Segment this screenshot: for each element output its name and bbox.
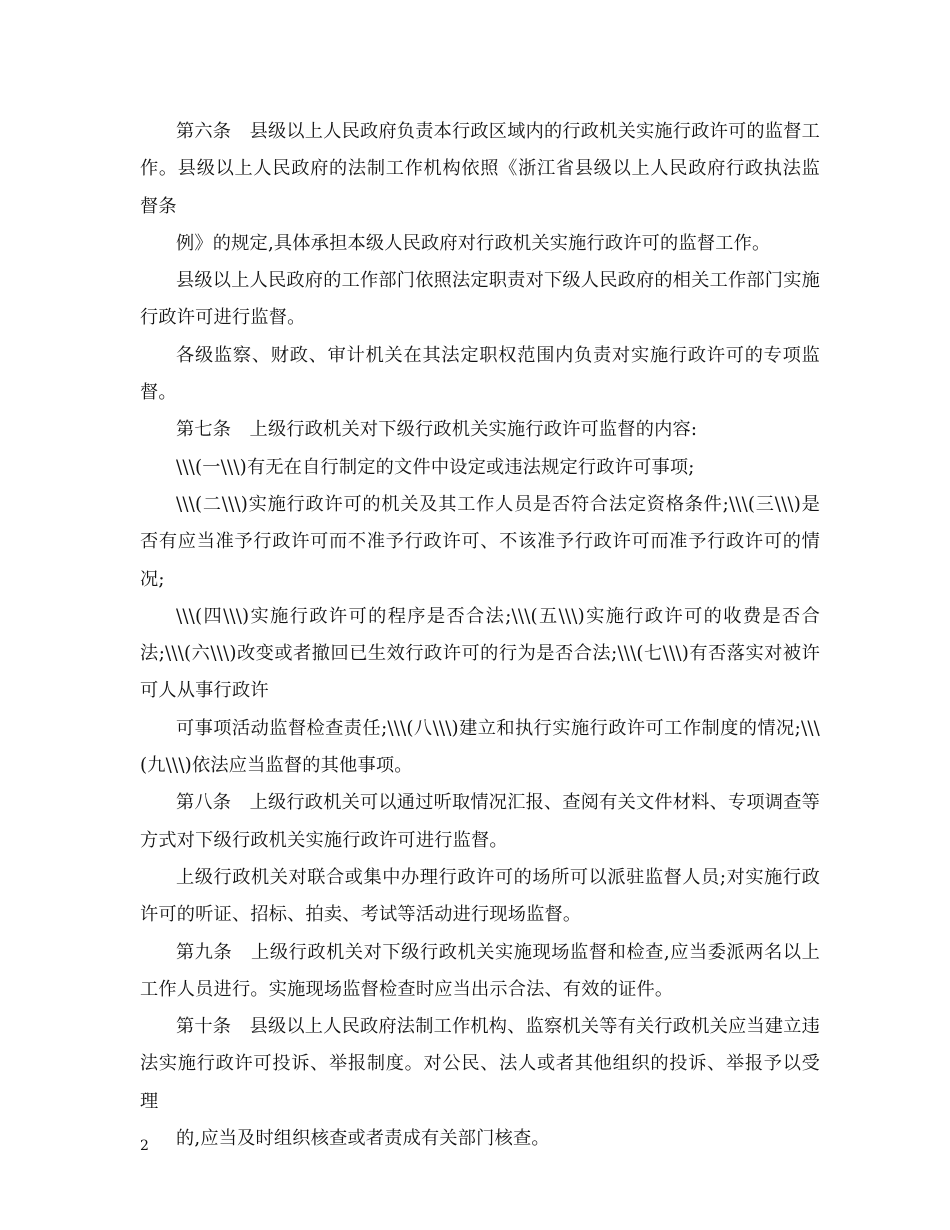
paragraph-supervision-agencies: 各级监察、财政、审计机关在其法定职权范围内负责对实施行政许可的专项监督。 [140, 344, 820, 404]
paragraph-article-6: 第六条 县级以上人民政府负责本行政区域内的行政机关实施行政许可的监督工作。县级以上人民政府的法制工作机构依照《浙江省县级以上人民政府行政执法监督条 [140, 121, 820, 217]
paragraph-on-site-supervision: 上级行政机关对联合或集中办理行政许可的场所可以派驻监督人员;对实施行政许可的听证、招标、拍卖、考试等活动进行现场监督。 [140, 866, 820, 926]
paragraph-items-8-9: 可事项活动监督检查责任;\\\(八\\\)建立和执行实施行政许可工作制度的情况;\\\(九\\\)依法应当监督的其他事项。 [140, 717, 820, 777]
paragraph-article-6-continued: 例》的规定,具体承担本级人民政府对行政机关实施行政许可的监督工作。 [176, 232, 771, 254]
paragraph-government-departments: 县级以上人民政府的工作部门依照法定职责对下级人民政府的相关工作部门实施行政许可进行监督。 [140, 270, 820, 329]
paragraph-article-7: 第七条 上级行政机关对下级行政机关实施行政许可监督的内容: [176, 419, 698, 441]
paragraph-article-9: 第九条 上级行政机关对下级行政机关实施现场监督和检查,应当委派两名以上工作人员进行。实施现场监督检查时应当出示合法、有效的证件。 [140, 941, 820, 1000]
page-number: 2 [140, 1138, 149, 1154]
paragraph-article-10: 第十条 县级以上人民政府法制工作机构、监察机关等有关行政机关应当建立违法实施行政许可投诉、举报制度。对公民、法人或者其他组织的投诉、举报予以受理 [140, 1016, 820, 1112]
paragraph-article-10-continued: 的,应当及时组织核查或者责成有关部门核查。 [176, 1128, 550, 1150]
paragraph-items-2-3: \\\(二\\\)实施行政许可的机关及其工作人员是否符合法定资格条件;\\\(三\\\)是否有应当准予行政许可而不准予行政许可、不该准予行政许可而准予行政许可的情况; [140, 493, 820, 590]
paragraph-items-4-7: \\\(四\\\)实施行政许可的程序是否合法;\\\(五\\\)实施行政许可的收费是否合法;\\\(六\\\)改变或者撤回已生效行政许可的行为是否合法;\\\(七\\\)有否落实对被许可人从事行政许 [140, 605, 820, 702]
paragraph-item-1: \\\(一\\\)有无在自行制定的文件中设定或违法规定行政许可事项; [176, 456, 695, 478]
paragraph-article-8: 第八条 上级行政机关可以通过听取情况汇报、查阅有关文件材料、专项调查等方式对下级行政机关实施行政许可进行监督。 [140, 792, 820, 851]
document-body [140, 113, 820, 1157]
